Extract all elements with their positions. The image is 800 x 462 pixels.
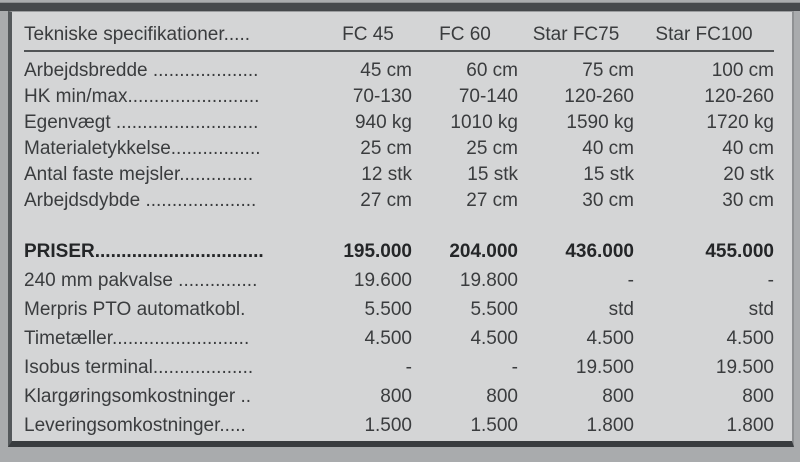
table-row-priser <box>24 237 774 266</box>
table-row <box>24 135 774 161</box>
cell-value: std <box>748 299 774 320</box>
table-row <box>24 382 774 411</box>
table-row <box>24 83 774 109</box>
table-row <box>24 411 774 440</box>
cell-value: std <box>608 299 634 320</box>
cell-value: 940 kg <box>354 111 412 133</box>
cell-value: 800 <box>742 386 774 407</box>
row-label: Isobus terminal................... <box>24 358 254 377</box>
cell-value: 4.500 <box>470 328 518 349</box>
cell-value: 120-260 <box>564 85 634 107</box>
table-row <box>24 266 774 295</box>
cell-value: 1010 kg <box>450 111 518 133</box>
table-row <box>24 353 774 382</box>
table-header-row <box>24 18 774 52</box>
cell-value: 19.500 <box>575 357 634 378</box>
cell-value: 4.500 <box>586 328 634 349</box>
row-label: Materialetykkelse................. <box>24 138 261 158</box>
column-header-star-fc100: Star FC100 <box>655 23 753 45</box>
cell-value: 4.500 <box>364 328 412 349</box>
cell-value: 75 cm <box>582 59 634 81</box>
cell-value: - <box>511 357 518 378</box>
cell-value: 5.500 <box>364 299 412 320</box>
table-row <box>24 187 774 213</box>
cell-value: 1.500 <box>364 415 412 436</box>
cell-value: 30 cm <box>722 189 774 211</box>
column-header-star-fc75: Star FC75 <box>532 23 620 45</box>
cell-value: 19.800 <box>459 270 518 291</box>
cell-value: - <box>627 270 634 291</box>
cell-value: 1590 kg <box>566 111 634 133</box>
cell-value: 1.800 <box>586 415 634 436</box>
spec-table-card <box>8 11 794 447</box>
row-label: HK min/max......................... <box>24 86 260 106</box>
cell-value: 60 cm <box>466 59 518 81</box>
cell-value: 100 cm <box>711 59 774 81</box>
cell-value: 20 stk <box>723 163 774 185</box>
cell-value: 12 stk <box>361 163 412 185</box>
section-divider-gap <box>24 213 774 237</box>
row-label: Arbejdsdybde ..................... <box>24 190 257 210</box>
table-row <box>24 324 774 353</box>
cell-value: 19.600 <box>353 270 412 291</box>
cell-value: - <box>767 270 774 291</box>
table-row <box>24 57 774 83</box>
cell-value: 120-260 <box>704 85 774 107</box>
scan-top-edge <box>0 2 800 11</box>
cell-value: 195.000 <box>343 241 412 262</box>
column-header-fc60: FC 60 <box>439 23 491 45</box>
cell-value: 1.800 <box>726 415 774 436</box>
table-row <box>24 295 774 324</box>
cell-value: 1.500 <box>470 415 518 436</box>
cell-value: 30 cm <box>582 189 634 211</box>
row-label: 240 mm pakvalse ............... <box>24 271 258 290</box>
cell-value: 45 cm <box>360 59 412 81</box>
row-label: Egenvægt ........................... <box>24 112 259 132</box>
row-label: Merpris PTO automatkobl. <box>24 300 246 319</box>
cell-value: 4.500 <box>726 328 774 349</box>
row-label: Timetæller.......................... <box>24 329 250 348</box>
cell-value: 204.000 <box>449 241 518 262</box>
cell-value: - <box>405 357 412 378</box>
cell-value: 19.500 <box>715 357 774 378</box>
cell-value: 40 cm <box>582 137 634 159</box>
cell-value: 70-130 <box>352 85 412 107</box>
cell-value: 1720 kg <box>706 111 774 133</box>
cell-value: 40 cm <box>722 137 774 159</box>
column-header-fc45: FC 45 <box>342 23 394 45</box>
cell-value: 5.500 <box>470 299 518 320</box>
row-label: Leveringsomkostninger..... <box>24 416 246 435</box>
row-label: Klargøringsomkostninger .. <box>24 387 252 406</box>
row-label: PRISER................................ <box>24 242 264 261</box>
row-label: Arbejdsbredde .................... <box>24 60 259 80</box>
table-row <box>24 109 774 135</box>
cell-value: 70-140 <box>458 85 518 107</box>
table-title: Tekniske specifikationer..... <box>24 24 250 44</box>
cell-value: 25 cm <box>360 137 412 159</box>
cell-value: 800 <box>602 386 634 407</box>
cell-value: 27 cm <box>466 189 518 211</box>
row-label: Antal faste mejsler.............. <box>24 164 254 184</box>
table-row <box>24 161 774 187</box>
cell-value: 455.000 <box>705 241 774 262</box>
cell-value: 15 stk <box>583 163 634 185</box>
cell-value: 15 stk <box>467 163 518 185</box>
cell-value: 27 cm <box>360 189 412 211</box>
cell-value: 800 <box>380 386 412 407</box>
cell-value: 800 <box>486 386 518 407</box>
cell-value: 25 cm <box>466 137 518 159</box>
cell-value: 436.000 <box>565 241 634 262</box>
